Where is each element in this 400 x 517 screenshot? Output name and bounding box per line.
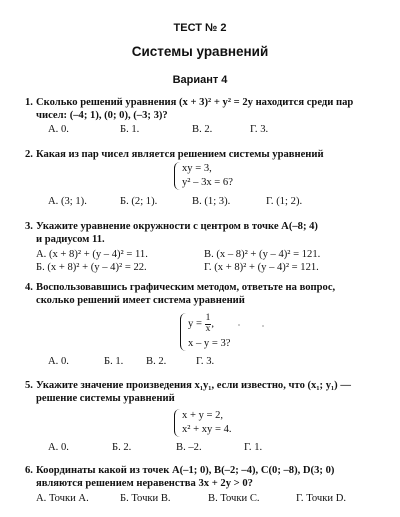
question-6-number: 6.	[25, 465, 33, 476]
system-brace	[174, 162, 181, 190]
q2-answer-v[interactable]: В. (1; 3).	[192, 196, 231, 207]
q2-answer-b[interactable]: Б. (2; 1).	[120, 196, 158, 207]
q1-answer-g[interactable]: Г. 3.	[250, 124, 269, 135]
q1-answer-v[interactable]: В. 2.	[192, 124, 213, 135]
q2-answer-a[interactable]: А. (3; 1).	[48, 196, 87, 207]
system-brace	[174, 409, 181, 437]
q3-option-v[interactable]: В. (x – 8)² + (y – 4)² = 121.	[204, 249, 321, 260]
scan-speck	[238, 324, 240, 326]
question-2-number: 2.	[25, 149, 33, 160]
q4-equation-1	[188, 314, 214, 334]
q3-option-b[interactable]: Б. (x + 8)² + (y – 4)² = 22.	[36, 262, 147, 273]
question-3-text-line2: и радиусом 11.	[36, 233, 105, 245]
question-1	[25, 97, 376, 123]
q3-option-g[interactable]: Г. (x + 8)² + (y – 4)² = 121.	[204, 262, 319, 273]
question-1-answers	[48, 124, 390, 138]
q4-answer-g[interactable]: Г. 3.	[196, 356, 215, 367]
q5-equation-1: x + y = 2,	[182, 410, 224, 421]
question-6	[25, 465, 376, 491]
q4-fraction-denominator: x	[205, 323, 211, 334]
question-3-number: 3.	[25, 221, 33, 232]
q4-answer-b[interactable]: Б. 1.	[104, 356, 124, 367]
q4-fraction-numerator: 1	[205, 313, 211, 323]
q4-eq1-lhs: y =	[188, 318, 205, 330]
q6-answer-b[interactable]: Б. Точки B.	[120, 493, 171, 504]
test-title: ТЕСТ № 2	[173, 22, 227, 34]
question-2-text: Какая из пар чисел является решением системы уравнений	[36, 149, 324, 160]
question-5	[25, 380, 376, 406]
q2-equation-2: y² – 3x = 6?	[182, 177, 233, 188]
q5-answer-b[interactable]: Б. 2.	[112, 442, 132, 453]
question-1-text-line1: Сколько решений уравнения (x + 3)² + y² = 2y находится среди пар	[36, 97, 354, 108]
q5-answer-g[interactable]: Г. 1.	[244, 442, 263, 453]
q6-answer-g[interactable]: Г. Точки D.	[296, 493, 347, 504]
question-3	[25, 221, 376, 247]
question-4-text-line2: сколько решений имеет система уравнений	[36, 294, 245, 306]
question-2-answers	[48, 196, 390, 210]
q5-answer-a[interactable]: А. 0.	[48, 442, 69, 453]
q1-answer-b[interactable]: Б. 1.	[120, 124, 140, 135]
question-5-system	[174, 409, 270, 437]
question-1-number: 1.	[25, 97, 33, 108]
question-5-text-line1: Укажите значение произведения x₁y₁, если известно, что (x₁; y₁) —	[36, 380, 351, 391]
scan-speck	[262, 325, 264, 327]
q5-answer-v[interactable]: В. –2.	[176, 442, 202, 453]
q6-answer-a[interactable]: А. Точки A.	[36, 493, 89, 504]
system-brace	[180, 313, 187, 351]
question-4-number: 4.	[25, 282, 33, 293]
variant-label: Вариант 4	[172, 74, 228, 86]
question-5-number: 5.	[25, 380, 33, 391]
question-3-text-line1: Укажите уравнение окружности с центром в точке A(–8; 4)	[36, 221, 318, 232]
test-subtitle: Системы уравнений	[131, 44, 269, 59]
q4-answer-a[interactable]: А. 0.	[48, 356, 69, 367]
q4-equation-2: x – y = 3?	[188, 338, 231, 349]
question-4-answers	[48, 356, 390, 370]
question-5-text-line2: решение системы уравнений	[36, 392, 175, 404]
q5-equation-2: x² + xy = 4.	[182, 424, 232, 435]
question-2-system	[174, 162, 284, 190]
q2-answer-g[interactable]: Г. (1; 2).	[266, 196, 303, 207]
question-2	[25, 149, 376, 162]
question-4	[25, 282, 376, 308]
question-6-answers	[36, 493, 390, 507]
question-4-system	[180, 313, 270, 351]
question-6-text-line2: являются решением неравенства 3x + 2y > 0?	[36, 477, 253, 489]
q4-eq1-comma: ,	[211, 318, 214, 330]
question-1-text-line2: чисел: (–4; 1), (0; 0), (–3; 3)?	[36, 109, 168, 121]
q1-answer-a[interactable]: А. 0.	[48, 124, 69, 135]
q2-equation-1: xy = 3,	[182, 163, 212, 174]
question-5-answers	[48, 442, 390, 456]
question-4-text-line1: Воспользовавшись графическим методом, ответьте на вопрос,	[36, 282, 336, 293]
q3-option-a[interactable]: А. (x + 8)² + (y – 4)² = 11.	[36, 249, 148, 260]
q6-answer-v[interactable]: В. Точки C.	[208, 493, 260, 504]
q4-answer-v[interactable]: В. 2.	[146, 356, 167, 367]
question-6-text-line1: Координаты какой из точек A(–1; 0), B(–2; –4), C(0; –8), D(3; 0)	[36, 465, 335, 476]
